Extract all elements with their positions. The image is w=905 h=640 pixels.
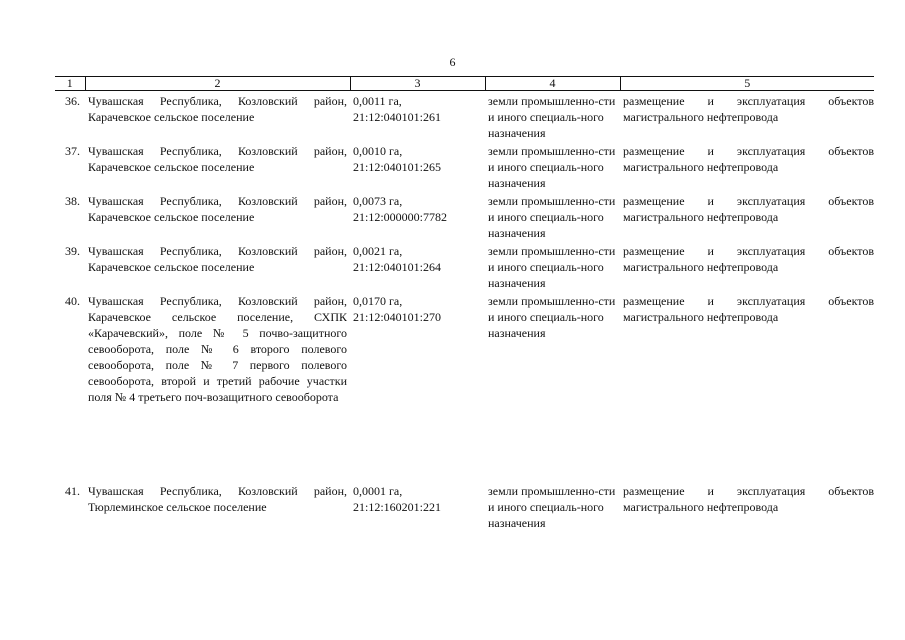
area-value: 0,0010 га, [353, 144, 403, 158]
table-row [55, 191, 874, 241]
purpose-cell: размещение и эксплуатация объектов магистрального нефтепровода [623, 484, 874, 514]
area-cadastral-cell [350, 91, 485, 142]
location-cell: Чувашская Республика, Козловский район, Карачевское сельское поселение, СХПК «Карачевский», поле № 5 почво-защитного севооборота, поле № 6 второго полевого севооборота, поле № 7 первого полевого севооборота, второй и третий рабочие участки поля № 4 третьего поч-возащитного севооборота [88, 294, 347, 404]
area-value: 0,0001 га, [353, 484, 403, 498]
purpose-cell: размещение и эксплуатация объектов магистрального нефтепровода [623, 94, 874, 124]
purpose-cell: размещение и эксплуатация объектов магистрального нефтепровода [623, 144, 874, 174]
land-category-cell: земли промышленно-сти и иного специаль-ного назначения [488, 94, 616, 140]
row-number: 37. [65, 144, 80, 158]
area-cadastral-cell [350, 191, 485, 241]
area-cadastral-cell [350, 291, 485, 481]
column-header-5: 5 [620, 77, 874, 91]
purpose-cell: размещение и эксплуатация объектов магистрального нефтепровода [623, 244, 874, 274]
land-category-cell: земли промышленно-сти и иного специаль-ного назначения [488, 144, 616, 190]
location-cell: Чувашская Республика, Козловский район, Карачевское сельское поселение [88, 244, 347, 274]
table-row [55, 291, 874, 481]
row-number: 40. [65, 294, 80, 308]
area-value: 0,0170 га, [353, 294, 403, 308]
header-row [55, 77, 874, 91]
land-category-cell: земли промышленно-сти и иного специаль-ного назначения [488, 484, 616, 530]
location-cell: Чувашская Республика, Козловский район, Карачевское сельское поселение [88, 94, 347, 124]
purpose-cell: размещение и эксплуатация объектов магистрального нефтепровода [623, 294, 874, 324]
land-category-cell: земли промышленно-сти и иного специаль-ного назначения [488, 194, 616, 240]
area-cadastral-cell [350, 481, 485, 531]
cadastral-number: 21:12:040101:270 [353, 310, 442, 324]
area-value: 0,0021 га, [353, 244, 403, 258]
page-number: 6 [449, 55, 456, 69]
cadastral-number: 21:12:040101:265 [353, 160, 442, 174]
table-row [55, 141, 874, 191]
row-number: 36. [65, 94, 80, 108]
column-header-4: 4 [485, 77, 620, 91]
area-cadastral-cell [350, 141, 485, 191]
row-number: 38. [65, 194, 80, 208]
table-row [55, 241, 874, 291]
land-category-cell: земли промышленно-сти и иного специаль-ного назначения [488, 294, 616, 340]
column-header-2: 2 [85, 77, 350, 91]
area-value: 0,0073 га, [353, 194, 403, 208]
row-number: 41. [65, 484, 80, 498]
row-number: 39. [65, 244, 80, 258]
area-value: 0,0011 га, [353, 94, 402, 108]
cadastral-number: 21:12:000000:7782 [353, 210, 448, 224]
location-cell: Чувашская Республика, Козловский район, Тюрлеминское сельское поселение [88, 484, 347, 514]
table-header [55, 77, 874, 91]
cadastral-number: 21:12:040101:261 [353, 110, 442, 124]
cadastral-number: 21:12:160201:221 [353, 500, 442, 514]
cadastral-number: 21:12:040101:264 [353, 260, 442, 274]
location-cell: Чувашская Республика, Козловский район, Карачевское сельское поселение [88, 194, 347, 224]
table-row [55, 481, 874, 531]
purpose-cell: размещение и эксплуатация объектов магистрального нефтепровода [623, 194, 874, 224]
land-category-cell: земли промышленно-сти и иного специаль-ного назначения [488, 244, 616, 290]
land-plots-table [55, 76, 874, 531]
column-header-1: 1 [55, 77, 85, 91]
table-row [55, 91, 874, 142]
location-cell: Чувашская Республика, Козловский район, Карачевское сельское поселение [88, 144, 347, 174]
area-cadastral-cell [350, 241, 485, 291]
column-header-3: 3 [350, 77, 485, 91]
table-body [55, 91, 874, 532]
